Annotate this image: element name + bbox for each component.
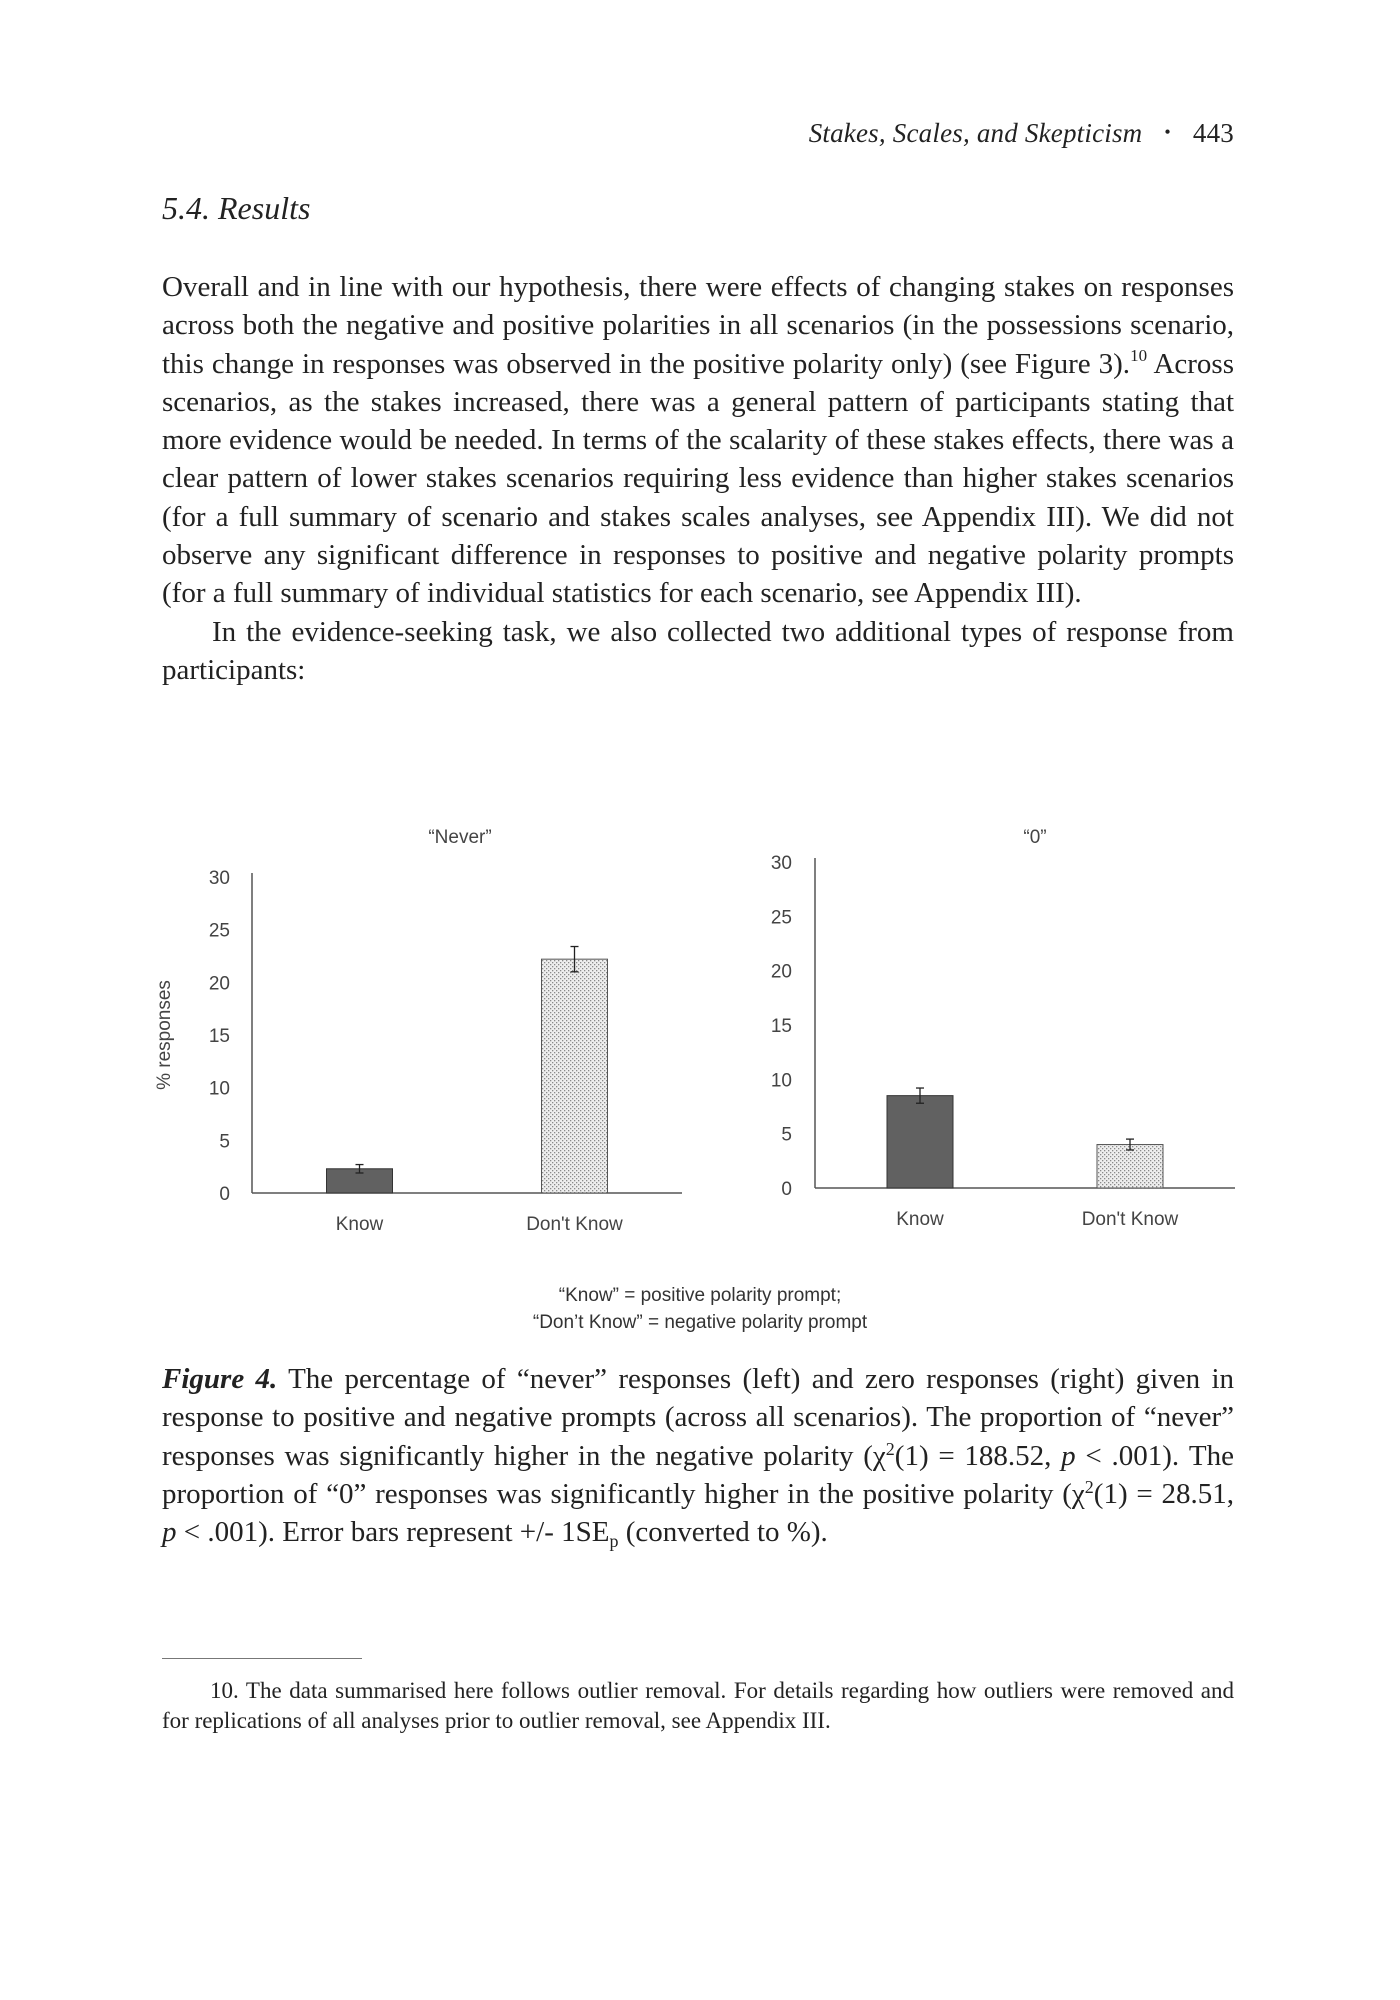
chart-1-category-label: Don't Know	[526, 1214, 623, 1235]
footnote-number: 10.	[210, 1678, 239, 1703]
footnote-text: The data summarised here follows outlier removal. For details regarding how outliers were removed and for replications of all analyses prior to outlier removal, see Appendix III.	[162, 1678, 1234, 1733]
chart-2-bar-know	[887, 1096, 953, 1188]
chart-2-y-tick-label: 20	[770, 961, 792, 983]
body-text	[162, 268, 1234, 689]
caption-sup-1: 2	[885, 1438, 895, 1459]
chart-2-y-tick-label: 30	[770, 853, 792, 874]
caption-text-2: (1) = 188.52,	[894, 1439, 1062, 1472]
figure-4-charts	[140, 810, 1250, 1280]
figure-note	[0, 1282, 1400, 1336]
chart-1-y-tick-label: 5	[219, 1131, 230, 1153]
footnote-reference[interactable]: 10	[1130, 345, 1148, 365]
footnote	[162, 1676, 1234, 1736]
caption-sub: p	[609, 1531, 619, 1552]
caption-text-6: (converted to %).	[618, 1516, 828, 1549]
figure-caption	[162, 1360, 1234, 1551]
chart-2-category-label: Don't Know	[1081, 1209, 1179, 1230]
chart-1-y-tick-label: 25	[208, 920, 230, 942]
caption-sup-2: 2	[1084, 1476, 1094, 1497]
caption-p-1: p	[1061, 1439, 1076, 1472]
page-number: 443	[1192, 118, 1234, 148]
header-bullet: •	[1164, 122, 1171, 142]
chart-1-title: “Never”	[428, 827, 492, 848]
figure-note-line-2: “Don’t Know” = negative polarity prompt	[532, 1312, 868, 1333]
paragraph-1	[162, 268, 1234, 613]
chart-2-y-tick-label: 15	[770, 1016, 792, 1037]
page-header	[162, 118, 1234, 149]
running-title: Stakes, Scales, and Skepticism	[808, 118, 1143, 148]
chart-2-y-tick-label: 25	[770, 907, 792, 929]
chart-2-bar-dont-know	[1097, 1145, 1163, 1188]
chart-2-y-tick-label: 5	[781, 1124, 792, 1146]
paragraph-2: In the evidence-seeking task, we also collected two additional types of response from participants:	[162, 615, 1234, 686]
chart-1-y-tick-label: 30	[208, 868, 230, 889]
chart-1-category-label: Know	[335, 1214, 384, 1235]
chart-1-bar-dont-know	[542, 959, 608, 1193]
caption-text-4: (1) = 28.51,	[1093, 1477, 1234, 1510]
paragraph-1-part-b: Across scenarios, as the stakes increased, there was a general pattern of participants stating that more evidence would be needed. In terms of the scalarity of these stakes effects, there was a clear pattern of lower stakes scenarios requiring less evidence than higher stakes scenarios (for a full summary of scenario and stakes scales analyses, see Appendix III). We did not observe any significant difference in responses to positive and negative polarity prompts (for a full summary of individual statistics for each scenario, see Appendix III).	[162, 347, 1234, 610]
caption-text-5: < .001). Error bars represent +/- 1SE	[176, 1516, 610, 1549]
chart-2-y-tick-label: 10	[770, 1070, 792, 1092]
chart-2-y-tick-label: 0	[781, 1179, 792, 1200]
section-heading: 5.4. Results	[162, 190, 311, 226]
paragraph-1-part-a: Overall and in line with our hypothesis, there were effects of changing stakes on responses across both the negative and positive polarities in all scenarios (in the possessions scenario, this change in responses was observed in the positive polarity only) (see Figure 3).	[162, 271, 1234, 380]
chart-2-title: “0”	[1023, 827, 1047, 848]
footnote-divider	[162, 1658, 362, 1659]
chart-1-ylabel: % responses	[154, 980, 175, 1090]
chart-1-y-tick-label: 10	[208, 1078, 230, 1100]
figure-note-line-1: “Know” = positive polarity prompt;	[558, 1285, 842, 1306]
chart-1-y-tick-label: 20	[208, 973, 230, 995]
chart-1-y-tick-label: 15	[208, 1026, 230, 1047]
chart-2-category-label: Know	[896, 1209, 944, 1230]
caption-label: Figure 4.	[162, 1363, 278, 1395]
chart-1-y-tick-label: 0	[219, 1184, 230, 1205]
figure-4	[140, 810, 1250, 1350]
caption-text-1: The percentage of “never” responses (left) and zero responses (right) given in response to positive and negative prompts (across all scenarios). The proportion of “never” responses was significantly higher in the negative polarity (χ	[162, 1363, 1234, 1472]
caption-text-3: < .001). The proportion of “0” responses was significantly higher in the positive polarity (χ	[162, 1439, 1234, 1510]
caption-p-2: p	[162, 1516, 177, 1549]
